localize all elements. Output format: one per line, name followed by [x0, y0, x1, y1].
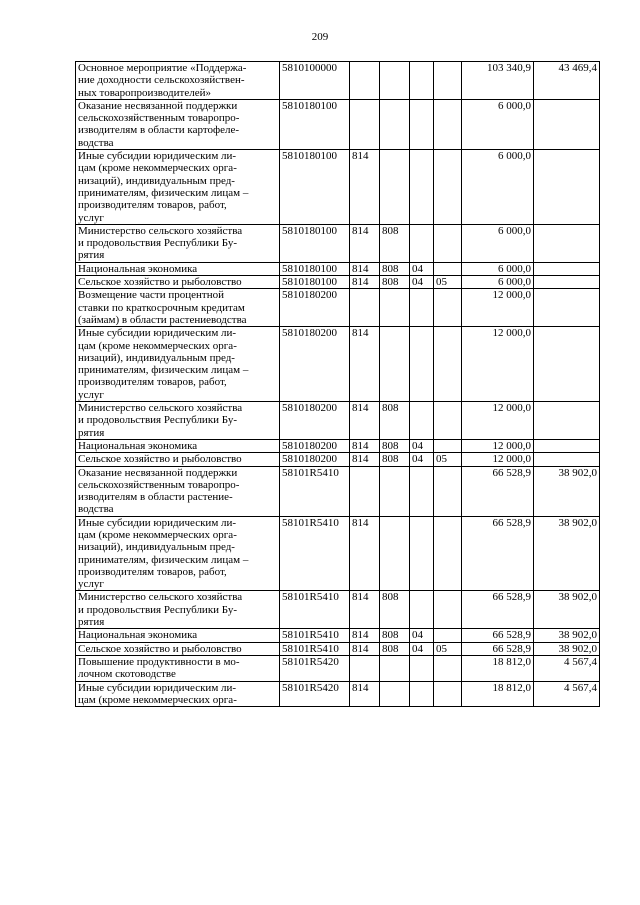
item-name-line: услуг	[78, 211, 104, 224]
cell-ministry-code	[350, 655, 380, 681]
cell-expense-type	[434, 150, 462, 225]
table-row	[76, 453, 600, 466]
cell-target-article: 5810180200	[280, 453, 350, 466]
cell-ministry-code	[350, 289, 380, 327]
cell-expense-type	[434, 224, 462, 262]
page-number: 209	[311, 31, 329, 43]
cell-ministry-code: 814	[350, 262, 380, 275]
cell-subsection: 04	[410, 453, 434, 466]
table-row	[76, 439, 600, 452]
cell-sum-federal: 38 902,0	[534, 466, 600, 516]
cell-target-article: 58101R5410	[280, 629, 350, 642]
cell-sum-federal	[534, 224, 600, 262]
item-name-line: Возмещение части процентной	[78, 289, 224, 302]
item-name-line: Национальная экономика	[78, 262, 198, 275]
item-name-line: водства	[78, 503, 114, 516]
cell-expense-type	[434, 629, 462, 642]
item-name-line: изводителям в области картофеле-	[78, 124, 240, 137]
cell-ministry-code: 814	[350, 327, 380, 402]
item-name-line: Сельское хозяйство и рыболовство	[78, 642, 242, 655]
cell-ministry-code: 814	[350, 516, 380, 591]
item-name-line: ние доходности сельскохозяйствен-	[78, 74, 245, 87]
cell-ministry-code: 814	[350, 629, 380, 642]
item-name-line: цам (кроме некоммерческих орга-	[78, 693, 237, 706]
cell-target-article: 5810180200	[280, 327, 350, 402]
cell-ministry-code	[350, 62, 380, 100]
cell-subsection: 04	[410, 642, 434, 655]
cell-ministry-code: 814	[350, 150, 380, 225]
cell-sum-total: 12 000,0	[462, 402, 534, 440]
cell-sum-total: 66 528,9	[462, 516, 534, 591]
cell-subsection	[410, 655, 434, 681]
cell-sum-federal: 43 469,4	[534, 62, 600, 100]
cell-expense-type	[434, 466, 462, 516]
cell-ministry-code: 814	[350, 402, 380, 440]
table-row	[76, 327, 600, 402]
cell-sum-federal	[534, 99, 600, 149]
item-name-line: низаций), индивидуальным пред-	[78, 541, 235, 554]
cell-target-article: 58101R5420	[280, 655, 350, 681]
cell-target-article: 5810180200	[280, 289, 350, 327]
cell-target-article: 5810180200	[280, 439, 350, 452]
cell-subsection	[410, 591, 434, 629]
table-row	[76, 289, 600, 327]
cell-sum-federal	[534, 402, 600, 440]
cell-target-article: 58101R5410	[280, 591, 350, 629]
cell-sum-total: 12 000,0	[462, 289, 534, 327]
cell-section	[380, 150, 410, 225]
item-name-line: производителям товаров, работ,	[78, 565, 227, 578]
item-name-line: цам (кроме некоммерческих орга-	[78, 339, 237, 352]
item-name-line: и продовольствия Республики Бу-	[78, 237, 238, 250]
cell-item-name	[76, 327, 280, 402]
cell-expense-type	[434, 289, 462, 327]
item-name-line: Министерство сельского хозяйства	[78, 402, 243, 415]
cell-expense-type	[434, 402, 462, 440]
cell-item-name	[76, 224, 280, 262]
cell-sum-total: 6 000,0	[462, 224, 534, 262]
cell-section	[380, 655, 410, 681]
cell-sum-federal: 4 567,4	[534, 655, 600, 681]
cell-sum-federal	[534, 453, 600, 466]
cell-section: 808	[380, 439, 410, 452]
table-row	[76, 642, 600, 655]
cell-item-name	[76, 466, 280, 516]
table-row	[76, 655, 600, 681]
item-name-line: Иные субсидии юридическим ли-	[78, 516, 237, 529]
cell-ministry-code: 814	[350, 681, 380, 707]
item-name-line: (займам) в области растениеводства	[78, 313, 247, 326]
cell-sum-federal: 4 567,4	[534, 681, 600, 707]
item-name-line: ных товаропроизводителей»	[78, 86, 211, 99]
cell-section: 808	[380, 591, 410, 629]
item-name-line: услуг	[78, 388, 104, 401]
cell-section	[380, 99, 410, 149]
item-name-line: лочном скотоводстве	[78, 668, 176, 681]
item-name-line: цам (кроме некоммерческих орга-	[78, 162, 237, 175]
cell-ministry-code: 814	[350, 642, 380, 655]
table-row	[76, 276, 600, 289]
item-name-line: сельскохозяйственным товаропро-	[78, 112, 240, 125]
cell-ministry-code: 814	[350, 453, 380, 466]
cell-expense-type	[434, 327, 462, 402]
item-name-line: изводителям в области растение-	[78, 491, 233, 504]
cell-expense-type: 05	[434, 642, 462, 655]
cell-item-name	[76, 591, 280, 629]
cell-item-name	[76, 681, 280, 707]
cell-sum-total: 66 528,9	[462, 629, 534, 642]
item-name-line: принимателям, физическим лицам –	[78, 186, 249, 199]
cell-sum-total: 18 812,0	[462, 655, 534, 681]
cell-ministry-code	[350, 466, 380, 516]
budget-table	[75, 61, 600, 707]
item-name-line: Иные субсидии юридическим ли-	[78, 681, 237, 694]
cell-ministry-code	[350, 99, 380, 149]
cell-expense-type: 05	[434, 276, 462, 289]
cell-section: 808	[380, 224, 410, 262]
cell-item-name	[76, 289, 280, 327]
cell-sum-federal: 38 902,0	[534, 629, 600, 642]
item-name-line: Национальная экономика	[78, 629, 198, 642]
cell-sum-total: 66 528,9	[462, 591, 534, 629]
item-name-line: низаций), индивидуальным пред-	[78, 351, 235, 364]
cell-subsection: 04	[410, 439, 434, 452]
cell-section: 808	[380, 402, 410, 440]
item-name-line: услуг	[78, 578, 104, 591]
cell-target-article: 58101R5410	[280, 466, 350, 516]
cell-subsection	[410, 62, 434, 100]
cell-item-name	[76, 453, 280, 466]
cell-sum-total: 103 340,9	[462, 62, 534, 100]
item-name-line: Иные субсидии юридическим ли-	[78, 327, 237, 340]
item-name-line: Оказание несвязанной поддержки	[78, 466, 238, 479]
table-row	[76, 629, 600, 642]
cell-item-name	[76, 629, 280, 642]
cell-item-name	[76, 516, 280, 591]
cell-sum-federal: 38 902,0	[534, 642, 600, 655]
table-row	[76, 62, 600, 100]
cell-sum-total: 6 000,0	[462, 150, 534, 225]
cell-item-name	[76, 402, 280, 440]
cell-subsection	[410, 466, 434, 516]
cell-item-name	[76, 655, 280, 681]
cell-subsection	[410, 224, 434, 262]
cell-item-name	[76, 439, 280, 452]
cell-subsection	[410, 681, 434, 707]
cell-subsection	[410, 150, 434, 225]
cell-sum-total: 6 000,0	[462, 99, 534, 149]
cell-item-name	[76, 62, 280, 100]
cell-item-name	[76, 642, 280, 655]
cell-ministry-code: 814	[350, 591, 380, 629]
item-name-line: рятия	[78, 426, 105, 439]
table-row	[76, 402, 600, 440]
cell-item-name	[76, 262, 280, 275]
cell-sum-total: 12 000,0	[462, 327, 534, 402]
cell-ministry-code: 814	[350, 276, 380, 289]
cell-target-article: 5810180100	[280, 224, 350, 262]
table-row	[76, 466, 600, 516]
item-name-line: принимателям, физическим лицам –	[78, 364, 249, 377]
cell-sum-federal	[534, 289, 600, 327]
cell-subsection: 04	[410, 276, 434, 289]
cell-section	[380, 327, 410, 402]
cell-section: 808	[380, 642, 410, 655]
cell-item-name	[76, 99, 280, 149]
item-name-line: Основное мероприятие «Поддержа-	[78, 62, 247, 74]
item-name-line: Министерство сельского хозяйства	[78, 591, 243, 604]
item-name-line: рятия	[78, 249, 105, 262]
cell-sum-total: 6 000,0	[462, 262, 534, 275]
item-name-line: сельскохозяйственным товаропро-	[78, 478, 240, 491]
cell-sum-federal: 38 902,0	[534, 591, 600, 629]
cell-section	[380, 289, 410, 327]
cell-target-article: 5810180100	[280, 276, 350, 289]
cell-sum-total: 66 528,9	[462, 466, 534, 516]
item-name-line: Оказание несвязанной поддержки	[78, 99, 238, 112]
item-name-line: Сельское хозяйство и рыболовство	[78, 453, 242, 466]
cell-target-article: 58101R5410	[280, 642, 350, 655]
cell-expense-type	[434, 99, 462, 149]
cell-section	[380, 516, 410, 591]
cell-subsection	[410, 327, 434, 402]
item-name-line: водства	[78, 136, 114, 149]
item-name-line: Министерство сельского хозяйства	[78, 224, 243, 237]
cell-subsection: 04	[410, 262, 434, 275]
item-name-line: производителям товаров, работ,	[78, 199, 227, 212]
item-name-line: цам (кроме некоммерческих орга-	[78, 528, 237, 541]
cell-section: 808	[380, 276, 410, 289]
table-row	[76, 681, 600, 707]
cell-target-article: 58101R5420	[280, 681, 350, 707]
cell-sum-total: 18 812,0	[462, 681, 534, 707]
table-row	[76, 224, 600, 262]
cell-expense-type: 05	[434, 453, 462, 466]
item-name-line: Повышение продуктивности в мо-	[78, 655, 240, 668]
cell-subsection	[410, 99, 434, 149]
cell-sum-federal	[534, 327, 600, 402]
cell-expense-type	[434, 591, 462, 629]
item-name-line: производителям товаров, работ,	[78, 376, 227, 389]
cell-section: 808	[380, 629, 410, 642]
table-row	[76, 150, 600, 225]
cell-sum-total: 12 000,0	[462, 439, 534, 452]
cell-sum-federal	[534, 276, 600, 289]
cell-subsection: 04	[410, 629, 434, 642]
cell-expense-type	[434, 262, 462, 275]
table-row	[76, 262, 600, 275]
cell-target-article: 58101R5410	[280, 516, 350, 591]
cell-expense-type	[434, 681, 462, 707]
cell-expense-type	[434, 62, 462, 100]
cell-item-name	[76, 276, 280, 289]
cell-item-name	[76, 150, 280, 225]
cell-sum-federal	[534, 150, 600, 225]
cell-subsection	[410, 516, 434, 591]
cell-sum-total: 6 000,0	[462, 276, 534, 289]
cell-target-article: 5810180100	[280, 99, 350, 149]
cell-sum-federal	[534, 262, 600, 275]
table-body	[76, 62, 600, 707]
cell-ministry-code: 814	[350, 439, 380, 452]
table-row	[76, 99, 600, 149]
cell-expense-type	[434, 516, 462, 591]
cell-section	[380, 466, 410, 516]
item-name-line: и продовольствия Республики Бу-	[78, 414, 238, 427]
table-row	[76, 591, 600, 629]
item-name-line: и продовольствия Республики Бу-	[78, 603, 238, 616]
cell-target-article: 5810100000	[280, 62, 350, 100]
cell-target-article: 5810180100	[280, 150, 350, 225]
item-name-line: ставки по краткосрочным кредитам	[78, 301, 245, 314]
cell-sum-federal	[534, 439, 600, 452]
cell-section	[380, 62, 410, 100]
cell-subsection	[410, 289, 434, 327]
cell-target-article: 5810180100	[280, 262, 350, 275]
table-row	[76, 516, 600, 591]
cell-section: 808	[380, 453, 410, 466]
cell-sum-total: 66 528,9	[462, 642, 534, 655]
item-name-line: рятия	[78, 616, 105, 629]
item-name-line: Национальная экономика	[78, 439, 198, 452]
item-name-line: Иные субсидии юридическим ли-	[78, 150, 237, 163]
cell-expense-type	[434, 655, 462, 681]
item-name-line: низаций), индивидуальным пред-	[78, 174, 235, 187]
cell-subsection	[410, 402, 434, 440]
cell-sum-total: 12 000,0	[462, 453, 534, 466]
cell-expense-type	[434, 439, 462, 452]
item-name-line: принимателям, физическим лицам –	[78, 553, 249, 566]
cell-section	[380, 681, 410, 707]
cell-target-article: 5810180200	[280, 402, 350, 440]
cell-sum-federal: 38 902,0	[534, 516, 600, 591]
item-name-line: Сельское хозяйство и рыболовство	[78, 276, 242, 289]
cell-ministry-code: 814	[350, 224, 380, 262]
cell-section: 808	[380, 262, 410, 275]
